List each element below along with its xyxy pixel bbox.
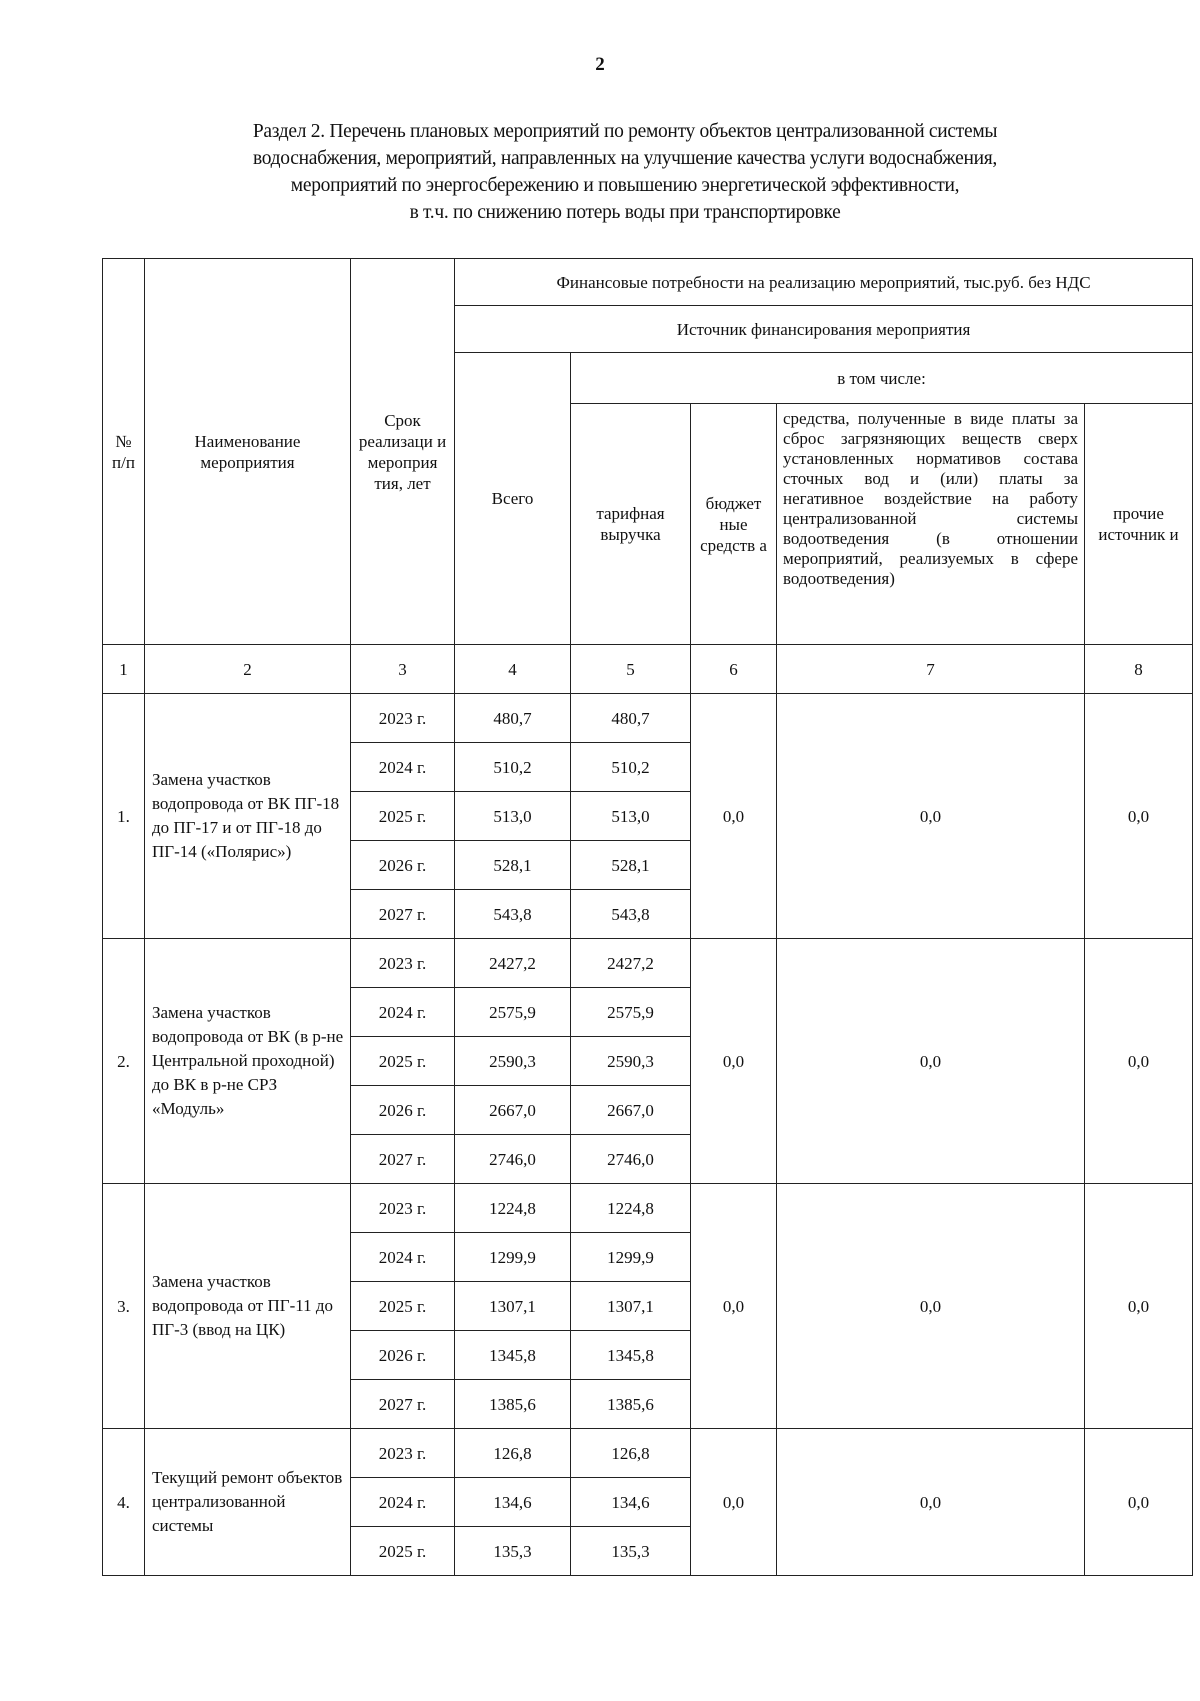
header-name: Наименование мероприятия [145, 259, 351, 645]
year-cell: 2024 г. [351, 743, 455, 792]
other-cell: 0,0 [1085, 1429, 1193, 1576]
header-funding-source: Источник финансирования мероприятия [455, 306, 1193, 353]
tariff-cell: 480,7 [571, 694, 691, 743]
table-row [103, 939, 1193, 988]
page-number: 2 [595, 54, 605, 75]
measure-name: Текущий ремонт объектов централизованной системы [145, 1429, 351, 1576]
table-row [103, 1184, 1193, 1233]
year-cell: 2027 г. [351, 1380, 455, 1429]
other-cell: 0,0 [1085, 939, 1193, 1184]
measure-name: Замена участков водопровода от ПГ-11 до ПГ-3 (ввод на ЦК) [145, 1184, 351, 1429]
column-index: 3 [351, 645, 455, 694]
header-num: № п/п [103, 259, 145, 645]
header-fees: средства, полученные в виде платы за сброс загрязняющих веществ сверх установленных нормативов состава сточных вод и (или) платы за негативное воздействие на работу централизованной системы водоотведения (в отношении мероприятий, реализуемых в сфере водоотведения) [777, 404, 1085, 645]
year-cell: 2026 г. [351, 1086, 455, 1135]
total-cell: 135,3 [455, 1527, 571, 1576]
budget-cell: 0,0 [691, 1184, 777, 1429]
total-cell: 543,8 [455, 890, 571, 939]
tariff-cell: 1307,1 [571, 1282, 691, 1331]
year-cell: 2023 г. [351, 939, 455, 988]
year-cell: 2026 г. [351, 841, 455, 890]
total-cell: 510,2 [455, 743, 571, 792]
total-cell: 528,1 [455, 841, 571, 890]
total-cell: 1224,8 [455, 1184, 571, 1233]
section-title-line: мероприятий по энергосбережению и повышению энергетической эффективности, [290, 175, 960, 196]
total-cell: 480,7 [455, 694, 571, 743]
header-including: в том числе: [571, 353, 1193, 404]
header-row [103, 259, 1193, 306]
year-cell: 2025 г. [351, 1527, 455, 1576]
header-term: Срок реализаци и мероприя тия, лет [351, 259, 455, 645]
year-cell: 2024 г. [351, 1233, 455, 1282]
column-index: 2 [145, 645, 351, 694]
total-cell: 134,6 [455, 1478, 571, 1527]
budget-cell: 0,0 [691, 939, 777, 1184]
header-other: прочие источник и [1085, 404, 1193, 645]
tariff-cell: 1385,6 [571, 1380, 691, 1429]
year-cell: 2026 г. [351, 1331, 455, 1380]
fees-cell: 0,0 [777, 694, 1085, 939]
total-cell: 1299,9 [455, 1233, 571, 1282]
other-cell: 0,0 [1085, 694, 1193, 939]
tariff-cell: 1345,8 [571, 1331, 691, 1380]
year-cell: 2023 г. [351, 694, 455, 743]
row-number: 2. [103, 939, 145, 1184]
total-cell: 2667,0 [455, 1086, 571, 1135]
column-index: 6 [691, 645, 777, 694]
total-cell: 2746,0 [455, 1135, 571, 1184]
row-number: 4. [103, 1429, 145, 1576]
section-title [150, 118, 1100, 226]
row-number: 3. [103, 1184, 145, 1429]
year-cell: 2024 г. [351, 988, 455, 1037]
total-cell: 2575,9 [455, 988, 571, 1037]
tariff-cell: 2590,3 [571, 1037, 691, 1086]
total-cell: 513,0 [455, 792, 571, 841]
tariff-cell: 2667,0 [571, 1086, 691, 1135]
total-cell: 1307,1 [455, 1282, 571, 1331]
tariff-cell: 1224,8 [571, 1184, 691, 1233]
fees-cell: 0,0 [777, 939, 1085, 1184]
fees-cell: 0,0 [777, 1429, 1085, 1576]
column-index: 8 [1085, 645, 1193, 694]
year-cell: 2023 г. [351, 1429, 455, 1478]
year-cell: 2025 г. [351, 792, 455, 841]
column-index: 1 [103, 645, 145, 694]
total-cell: 126,8 [455, 1429, 571, 1478]
tariff-cell: 543,8 [571, 890, 691, 939]
tariff-cell: 2575,9 [571, 988, 691, 1037]
total-cell: 1385,6 [455, 1380, 571, 1429]
section-title-line: в т.ч. по снижению потерь воды при транспортировке [409, 202, 841, 223]
column-index: 7 [777, 645, 1085, 694]
other-cell: 0,0 [1085, 1184, 1193, 1429]
year-cell: 2027 г. [351, 890, 455, 939]
tariff-cell: 126,8 [571, 1429, 691, 1478]
header-tariff: тарифная выручка [571, 404, 691, 645]
column-index: 5 [571, 645, 691, 694]
year-cell: 2025 г. [351, 1037, 455, 1086]
year-cell: 2024 г. [351, 1478, 455, 1527]
tariff-cell: 510,2 [571, 743, 691, 792]
column-index-row [103, 645, 1193, 694]
column-index: 4 [455, 645, 571, 694]
year-cell: 2025 г. [351, 1282, 455, 1331]
tariff-cell: 2427,2 [571, 939, 691, 988]
section-title-line: водоснабжения, мероприятий, направленных на улучшение качества услуги водоснабжения, [253, 148, 997, 169]
measure-name: Замена участков водопровода от ВК (в р-не Центральной проходной) до ВК в р-не СРЗ «Модуль» [145, 939, 351, 1184]
header-budget: бюджет ные средств а [691, 404, 777, 645]
fees-cell: 0,0 [777, 1184, 1085, 1429]
year-cell: 2027 г. [351, 1135, 455, 1184]
table-row [103, 1429, 1193, 1478]
tariff-cell: 513,0 [571, 792, 691, 841]
table-row [103, 694, 1193, 743]
section-title-line: Раздел 2. Перечень плановых мероприятий по ремонту объектов централизованной системы [252, 121, 998, 142]
total-cell: 2427,2 [455, 939, 571, 988]
header-financial-needs: Финансовые потребности на реализацию мероприятий, тыс.руб. без НДС [455, 259, 1193, 306]
budget-cell: 0,0 [691, 694, 777, 939]
row-number: 1. [103, 694, 145, 939]
total-cell: 1345,8 [455, 1331, 571, 1380]
tariff-cell: 2746,0 [571, 1135, 691, 1184]
measure-name: Замена участков водопровода от ВК ПГ-18 до ПГ-17 и от ПГ-18 до ПГ-14 («Полярис») [145, 694, 351, 939]
tariff-cell: 134,6 [571, 1478, 691, 1527]
budget-cell: 0,0 [691, 1429, 777, 1576]
year-cell: 2023 г. [351, 1184, 455, 1233]
measures-table [102, 258, 1193, 1576]
total-cell: 2590,3 [455, 1037, 571, 1086]
tariff-cell: 528,1 [571, 841, 691, 890]
tariff-cell: 1299,9 [571, 1233, 691, 1282]
header-total: Всего [455, 353, 571, 645]
tariff-cell: 135,3 [571, 1527, 691, 1576]
